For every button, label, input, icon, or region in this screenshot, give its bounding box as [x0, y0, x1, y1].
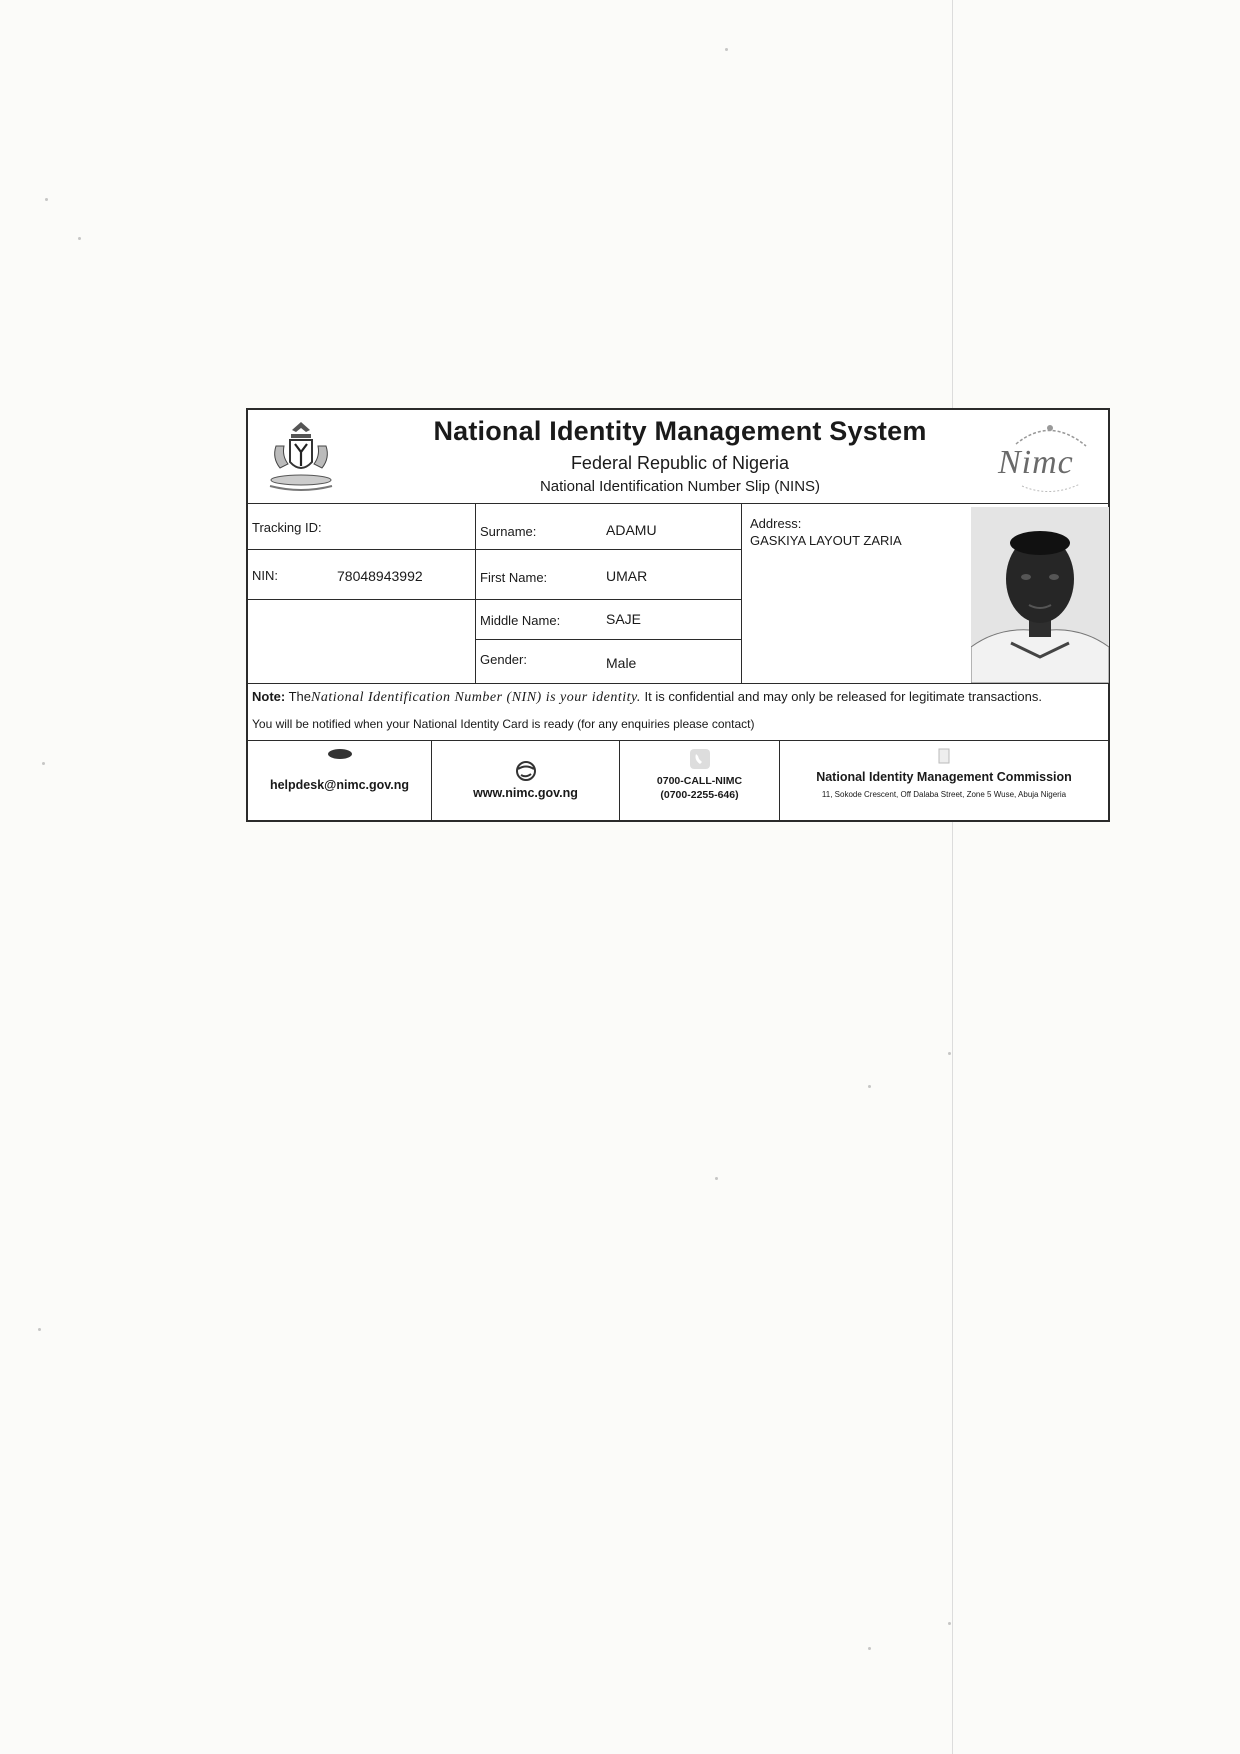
scan-artifact-line [952, 0, 953, 1754]
gender-value: Male [606, 655, 637, 671]
divider [248, 599, 741, 600]
scan-speck [78, 237, 81, 240]
divider [475, 503, 476, 683]
phone-icon [689, 748, 711, 770]
scan-speck [948, 1052, 951, 1055]
org-name: National Identity Management Commission [816, 770, 1072, 784]
surname-value: ADAMU [606, 522, 657, 538]
slip-name: National Identification Number Slip (NINS) [539, 478, 821, 495]
globe-icon [515, 760, 537, 782]
footer-email-cell [248, 740, 431, 820]
divider [248, 549, 741, 550]
divider [248, 683, 1108, 684]
first-name-label: First Name: [480, 570, 548, 585]
note-label: Note: [252, 689, 286, 704]
middle-name-value: SAJE [606, 611, 642, 627]
footer-phone-cell [620, 740, 779, 820]
confidential-note [252, 689, 1108, 706]
address-label: Address: [750, 516, 802, 531]
org-address: 11, Sokode Crescent, Off Dalaba Street, Zone 5 Wuse, Abuja Nigeria [821, 790, 1067, 799]
note-emphasis: National Identification Number (NIN) is your identity. [311, 690, 641, 705]
phone-number-digits: (0700-2255-646) [660, 789, 739, 801]
website-link[interactable]: www.nimc.gov.ng [473, 786, 578, 800]
scan-speck [45, 198, 48, 201]
nin-slip [246, 408, 1110, 822]
scan-speck [42, 762, 45, 765]
scan-speck [868, 1085, 871, 1088]
country-subtitle: Federal Republic of Nigeria [570, 453, 790, 473]
nin-value: 78048943992 [337, 568, 423, 584]
email-link[interactable]: helpdesk@nimc.gov.ng [269, 778, 410, 792]
notification-text: You will be notified when your National Identity Card is ready (for any enquiries please contact) [252, 717, 755, 731]
nimc-logo [988, 422, 1098, 496]
nin-label: NIN: [252, 568, 278, 583]
divider [475, 639, 741, 640]
first-name-value: UMAR [606, 568, 648, 584]
middle-name-label: Middle Name: [480, 613, 561, 628]
scan-speck [725, 48, 728, 51]
page-title: National Identity Management System [433, 416, 927, 446]
divider [248, 503, 1108, 504]
divider [741, 503, 742, 683]
footer-org-cell [780, 740, 1108, 820]
scan-speck [948, 1622, 951, 1625]
gender-label: Gender: [480, 652, 527, 667]
scan-speck [715, 1177, 718, 1180]
building-icon [937, 748, 951, 764]
passport-photo [971, 507, 1109, 683]
phone-number[interactable]: 0700-CALL-NIMC [656, 775, 743, 787]
footer-website-cell [432, 740, 619, 820]
scan-speck [868, 1647, 871, 1650]
scan-speck [38, 1328, 41, 1331]
surname-label: Surname: [480, 524, 537, 539]
note-prefix: The [288, 689, 312, 704]
email-icon [327, 748, 353, 760]
tracking-id-label: Tracking ID: [252, 520, 322, 535]
note-rest: It is confidential and may only be released for legitimate transactions. [640, 689, 1042, 704]
address-value: GASKIYA LAYOUT ZARIA [750, 533, 902, 548]
nimc-logo-text: Nimc [998, 444, 1074, 481]
